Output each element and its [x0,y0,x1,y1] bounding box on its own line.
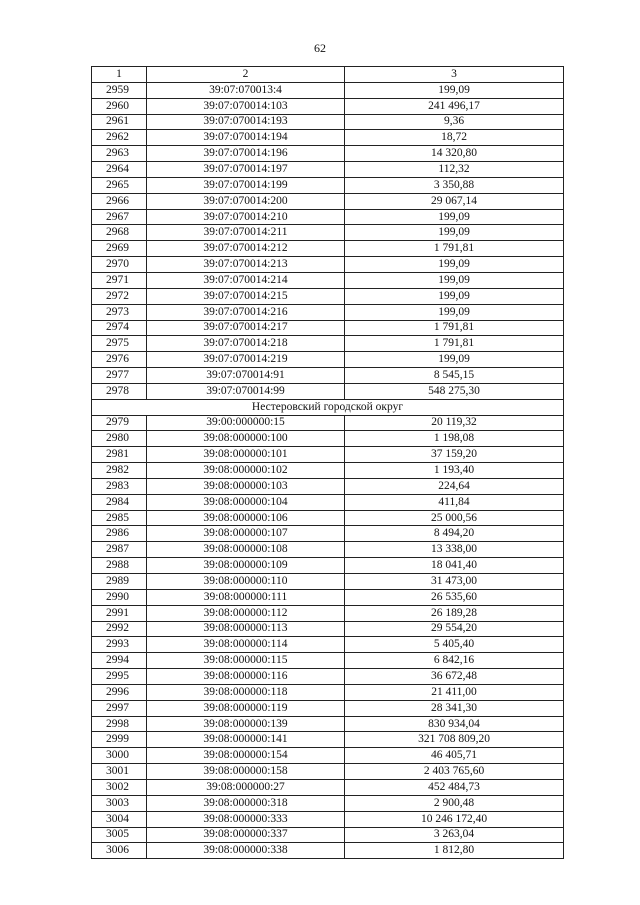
value-cell: 830 934,04 [345,716,564,732]
table-row [92,605,564,621]
table-row [92,146,564,162]
value-cell: 2 403 765,60 [345,764,564,780]
value-cell: 21 411,00 [345,684,564,700]
row-number-cell: 2985 [92,510,147,526]
value-cell: 1 198,08 [345,431,564,447]
row-number-cell: 2991 [92,605,147,621]
row-number-cell: 2962 [92,130,147,146]
table-row [92,684,564,700]
cadastral-number-cell: 39:07:070014:219 [147,352,345,368]
value-cell: 199,09 [345,288,564,304]
table-row [92,653,564,669]
row-number-cell: 2977 [92,368,147,384]
cadastral-number-cell: 39:07:070014:212 [147,241,345,257]
row-number-cell: 2970 [92,257,147,273]
value-cell: 199,09 [345,304,564,320]
row-number-cell: 2968 [92,225,147,241]
value-cell: 411,84 [345,494,564,510]
cadastral-number-cell: 39:08:000000:318 [147,795,345,811]
cadastral-number-cell: 39:08:000000:141 [147,732,345,748]
table-row [92,193,564,209]
cadastral-number-cell: 39:07:070014:103 [147,98,345,114]
cadastral-number-cell: 39:08:000000:333 [147,811,345,827]
table-row [92,574,564,590]
cadastral-number-cell: 39:08:000000:111 [147,589,345,605]
row-number-cell: 2992 [92,621,147,637]
table-row [92,827,564,843]
cadastral-number-cell: 39:08:000000:104 [147,494,345,510]
row-number-cell: 2989 [92,574,147,590]
row-number-cell: 2981 [92,447,147,463]
table-row [92,272,564,288]
table-row [92,225,564,241]
cadastral-number-cell: 39:08:000000:108 [147,542,345,558]
value-cell: 3 350,88 [345,177,564,193]
table-row [92,98,564,114]
row-number-cell: 2990 [92,589,147,605]
value-cell: 452 484,73 [345,779,564,795]
row-number-cell: 2969 [92,241,147,257]
row-number-cell: 2995 [92,669,147,685]
row-number-cell: 2976 [92,352,147,368]
row-number-cell: 2979 [92,415,147,431]
cadastral-number-cell: 39:07:070014:197 [147,162,345,178]
row-number-cell: 3000 [92,748,147,764]
table-row [92,795,564,811]
row-number-cell: 2964 [92,162,147,178]
cadastral-number-cell: 39:08:000000:112 [147,605,345,621]
cadastral-number-cell: 39:08:000000:154 [147,748,345,764]
row-number-cell: 2966 [92,193,147,209]
value-cell: 2 900,48 [345,795,564,811]
value-cell: 18 041,40 [345,558,564,574]
table-row [92,82,564,98]
row-number-cell: 2975 [92,336,147,352]
row-number-cell: 2980 [92,431,147,447]
cadastral-number-cell: 39:08:000000:106 [147,510,345,526]
row-number-cell: 2965 [92,177,147,193]
table-row [92,526,564,542]
value-cell: 20 119,32 [345,415,564,431]
value-cell: 1 193,40 [345,463,564,479]
value-cell: 6 842,16 [345,653,564,669]
table-row [92,542,564,558]
value-cell: 3 263,04 [345,827,564,843]
value-cell: 36 672,48 [345,669,564,685]
value-cell: 199,09 [345,272,564,288]
column-header: 2 [147,67,345,83]
cadastral-number-cell: 39:08:000000:337 [147,827,345,843]
row-number-cell: 2960 [92,98,147,114]
row-number-cell: 2993 [92,637,147,653]
row-number-cell: 2987 [92,542,147,558]
row-number-cell: 3005 [92,827,147,843]
cadastral-number-cell: 39:07:070014:193 [147,114,345,130]
value-cell: 321 708 809,20 [345,732,564,748]
table-header-row [92,67,564,83]
value-cell: 37 159,20 [345,447,564,463]
cadastral-number-cell: 39:07:070014:218 [147,336,345,352]
row-number-cell: 2982 [92,463,147,479]
cadastral-number-cell: 39:07:070014:91 [147,368,345,384]
table-row [92,368,564,384]
table-row [92,177,564,193]
cadastral-number-cell: 39:07:070014:196 [147,146,345,162]
value-cell: 8 545,15 [345,368,564,384]
value-cell: 25 000,56 [345,510,564,526]
table-row [92,352,564,368]
table-row [92,510,564,526]
table-row [92,130,564,146]
table-row [92,779,564,795]
row-number-cell: 3003 [92,795,147,811]
row-number-cell: 2974 [92,320,147,336]
table-row [92,764,564,780]
row-number-cell: 3004 [92,811,147,827]
row-number-cell: 2994 [92,653,147,669]
table-row [92,637,564,653]
value-cell: 26 535,60 [345,589,564,605]
table-body [92,67,564,859]
cadastral-number-cell: 39:08:000000:102 [147,463,345,479]
cadastral-number-cell: 39:07:070014:99 [147,383,345,399]
row-number-cell: 2999 [92,732,147,748]
cadastral-number-cell: 39:07:070014:210 [147,209,345,225]
value-cell: 13 338,00 [345,542,564,558]
value-cell: 29 554,20 [345,621,564,637]
value-cell: 1 812,80 [345,843,564,859]
table-row [92,463,564,479]
value-cell: 1 791,81 [345,241,564,257]
value-cell: 199,09 [345,257,564,273]
cadastral-number-cell: 39:08:000000:103 [147,478,345,494]
value-cell: 9,36 [345,114,564,130]
data-table [91,66,564,859]
table-row [92,494,564,510]
column-header: 3 [345,67,564,83]
value-cell: 1 791,81 [345,320,564,336]
cadastral-number-cell: 39:08:000000:338 [147,843,345,859]
cadastral-number-cell: 39:07:070014:214 [147,272,345,288]
cadastral-number-cell: 39:08:000000:107 [147,526,345,542]
cadastral-number-cell: 39:07:070014:213 [147,257,345,273]
value-cell: 199,09 [345,209,564,225]
table-row [92,241,564,257]
row-number-cell: 2961 [92,114,147,130]
table-row [92,209,564,225]
value-cell: 18,72 [345,130,564,146]
cadastral-number-cell: 39:07:070014:216 [147,304,345,320]
row-number-cell: 3006 [92,843,147,859]
row-number-cell: 2988 [92,558,147,574]
table-row [92,288,564,304]
value-cell: 31 473,00 [345,574,564,590]
row-number-cell: 2984 [92,494,147,510]
cadastral-number-cell: 39:08:000000:101 [147,447,345,463]
table-row [92,415,564,431]
table-row [92,669,564,685]
value-cell: 26 189,28 [345,605,564,621]
row-number-cell: 2986 [92,526,147,542]
value-cell: 199,09 [345,225,564,241]
cadastral-number-cell: 39:07:070014:211 [147,225,345,241]
row-number-cell: 2967 [92,209,147,225]
value-cell: 5 405,40 [345,637,564,653]
cadastral-number-cell: 39:07:070014:194 [147,130,345,146]
cadastral-number-cell: 39:08:000000:113 [147,621,345,637]
table-row [92,431,564,447]
table-row [92,447,564,463]
cadastral-number-cell: 39:08:000000:100 [147,431,345,447]
cadastral-number-cell: 39:08:000000:109 [147,558,345,574]
table-row [92,162,564,178]
value-cell: 199,09 [345,352,564,368]
cadastral-number-cell: 39:07:070014:217 [147,320,345,336]
value-cell: 8 494,20 [345,526,564,542]
cadastral-number-cell: 39:07:070014:200 [147,193,345,209]
row-number-cell: 2971 [92,272,147,288]
row-number-cell: 2972 [92,288,147,304]
table-row [92,811,564,827]
value-cell: 112,32 [345,162,564,178]
cadastral-number-cell: 39:08:000000:118 [147,684,345,700]
cadastral-number-cell: 39:08:000000:158 [147,764,345,780]
cadastral-number-cell: 39:00:000000:15 [147,415,345,431]
table-row [92,748,564,764]
table-row [92,336,564,352]
cadastral-number-cell: 39:08:000000:114 [147,637,345,653]
table-row [92,700,564,716]
value-cell: 28 341,30 [345,700,564,716]
page-number: 62 [314,41,326,55]
cadastral-number-cell: 39:07:070014:199 [147,177,345,193]
row-number-cell: 2973 [92,304,147,320]
table-row [92,621,564,637]
table-row [92,732,564,748]
value-cell: 14 320,80 [345,146,564,162]
cadastral-number-cell: 39:08:000000:119 [147,700,345,716]
cadastral-number-cell: 39:08:000000:27 [147,779,345,795]
value-cell: 46 405,71 [345,748,564,764]
cadastral-number-cell: 39:08:000000:139 [147,716,345,732]
cadastral-number-cell: 39:08:000000:115 [147,653,345,669]
value-cell: 199,09 [345,82,564,98]
section-header-row [92,399,564,415]
table-row [92,383,564,399]
cadastral-number-cell: 39:07:070014:215 [147,288,345,304]
row-number-cell: 3001 [92,764,147,780]
cadastral-number-cell: 39:08:000000:110 [147,574,345,590]
table-row [92,304,564,320]
cadastral-number-cell: 39:07:070013:4 [147,82,345,98]
column-header: 1 [92,67,147,83]
row-number-cell: 2997 [92,700,147,716]
row-number-cell: 2978 [92,383,147,399]
table-row [92,114,564,130]
row-number-cell: 2959 [92,82,147,98]
value-cell: 241 496,17 [345,98,564,114]
cadastral-number-cell: 39:08:000000:116 [147,669,345,685]
row-number-cell: 2983 [92,478,147,494]
table-row [92,589,564,605]
value-cell: 1 791,81 [345,336,564,352]
value-cell: 10 246 172,40 [345,811,564,827]
value-cell: 224,64 [345,478,564,494]
table-row [92,558,564,574]
value-cell: 548 275,30 [345,383,564,399]
table-row [92,716,564,732]
row-number-cell: 2996 [92,684,147,700]
table-row [92,478,564,494]
row-number-cell: 2998 [92,716,147,732]
row-number-cell: 2963 [92,146,147,162]
table-row [92,320,564,336]
table-row [92,257,564,273]
table-row [92,843,564,859]
section-title: Нестеровский городской округ [92,399,564,415]
value-cell: 29 067,14 [345,193,564,209]
row-number-cell: 3002 [92,779,147,795]
